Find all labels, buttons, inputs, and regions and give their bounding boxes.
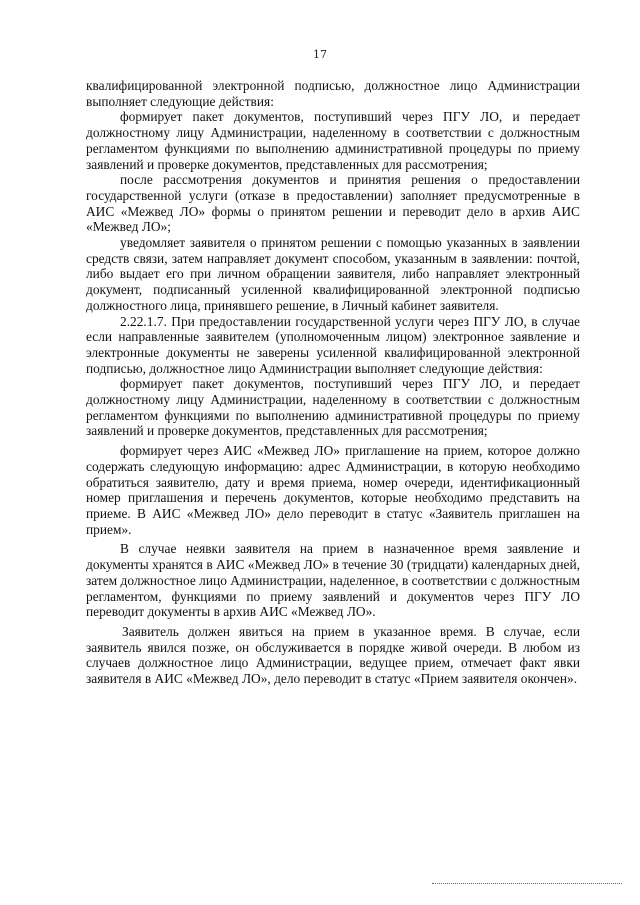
scan-edge-line	[432, 883, 622, 884]
paragraph: формирует через АИС «Межвед ЛО» приглашение на прием, которое должно содержать следующую информацию: адрес Администрации, в которую необходимо обратиться заявителю, дату и время приема, номер очереди, идентификационный номер приглашения и перечень документов, которые необходимо представить на приеме. В АИС «Межвед ЛО» дело переводит в статус «Заявитель приглашен на прием».	[86, 443, 580, 537]
page-number: 17	[313, 48, 327, 61]
paragraph: Заявитель должен явиться на прием в указанное время. В случае, если заявитель явился позже, он обслуживается в порядке живой очереди. В любом из случаев должностное лицо Администрации, ведущее прием, отмечает факт явки заявителя в АИС «Межвед ЛО», дело переводит в статус «Прием заявителя окончен».	[86, 623, 580, 687]
paragraph: уведомляет заявителя о принятом решении с помощью указанных в заявлении средств связи, затем направляет документ способом, указанным в заявлении: почтой, либо выдает его при личном обращении заявителя, либо направляет электронный документ, подписанный усиленной квалифицированной электронной подписью должностного лица, принявшего решение, в Личный кабинет заявителя.	[86, 235, 580, 313]
document-body	[86, 78, 580, 687]
paragraph: формирует пакет документов, поступивший через ПГУ ЛО, и передает должностному лицу Администрации, наделенному в соответствии с должностным регламентом функциями по выполнению административной процедуры по приему заявлений и проверке документов, представленных для рассмотрения;	[86, 376, 580, 439]
paragraph: формирует пакет документов, поступивший через ПГУ ЛО, и передает должностному лицу Администрации, наделенному в соответствии с должностным регламентом функциями по выполнению административной процедуры по приему заявлений и проверке документов, представленных для рассмотрения;	[86, 109, 580, 172]
paragraph: В случае неявки заявителя на прием в назначенное время заявление и документы хранятся в АИС «Межвед ЛО» в течение 30 (тридцати) календарных дней, затем должностное лицо Администрации, наделенное, в соответствии с должностным регламентом, функциями по приему заявлений и документов через ПГУ ЛО переводит документы в архив АИС «Межвед ЛО».	[86, 541, 580, 620]
paragraph: 2.22.1.7. При предоставлении государственной услуги через ПГУ ЛО, в случае если направленные заявителем (уполномоченным лицом) электронное заявление и электронные документы не заверены усиленной квалифицированной электронной подписью, должностное лицо Администрации выполняет следующие действия:	[86, 313, 580, 376]
paragraph: квалифицированной электронной подписью, должностное лицо Администрации выполняет следующие действия:	[86, 78, 580, 109]
paragraph: после рассмотрения документов и принятия решения о предоставлении государственной услуги (отказе в предоставлении) заполняет предусмотренные в АИС «Межвед ЛО» формы о принятом решении и переводит дело в архив АИС «Межвед ЛО»;	[86, 172, 580, 235]
